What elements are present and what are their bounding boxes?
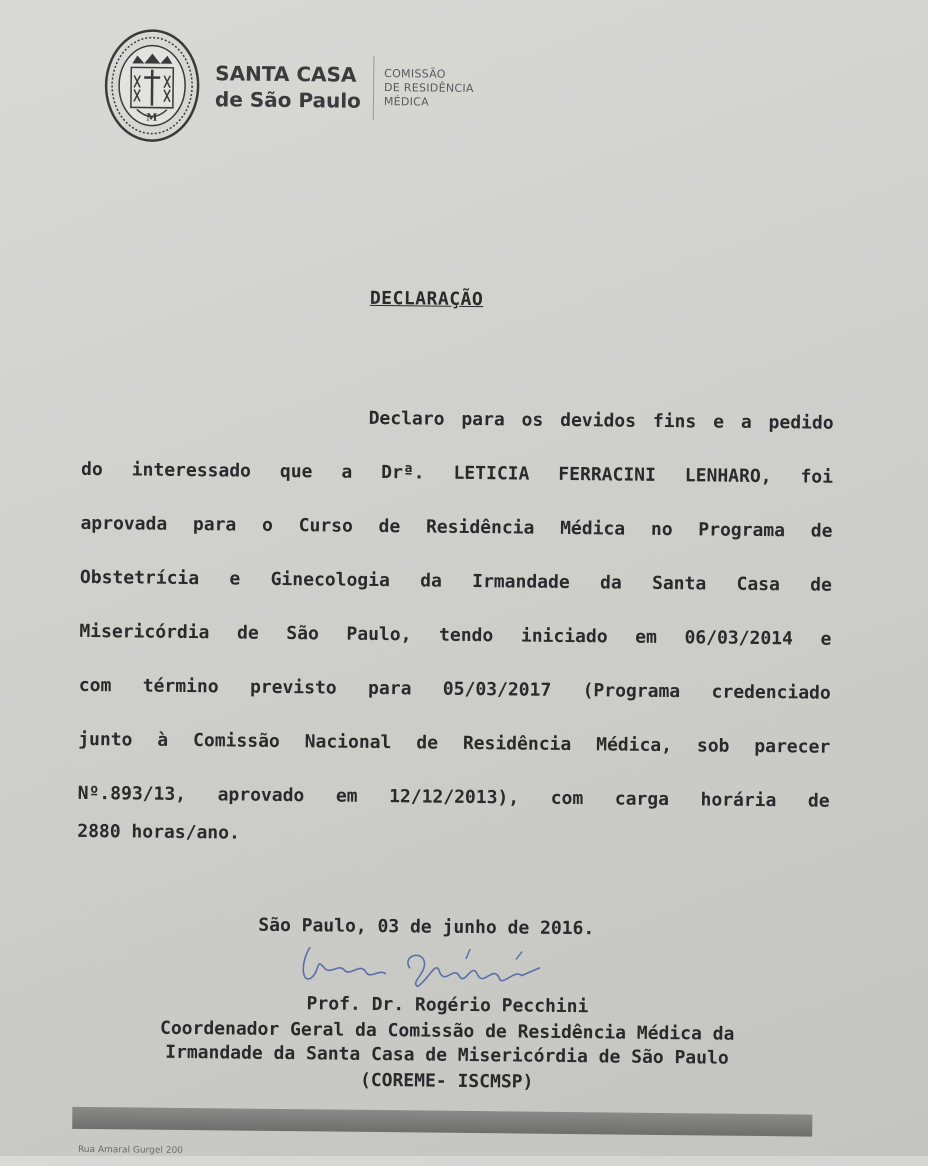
brand-line-1: SANTA CASA [215, 60, 361, 88]
brand-line-2: de São Paulo [215, 86, 361, 114]
commission-label [384, 67, 474, 110]
body-line-4: Obstetrícia e Ginecologia da Irmandade da Santa Casa de [80, 567, 832, 596]
document-title: DECLARAÇÃO [370, 288, 484, 310]
footer-bar [72, 1107, 812, 1137]
commission-line-1: COMISSÃO [384, 67, 474, 82]
santa-casa-seal-icon [103, 27, 202, 144]
document-date: São Paulo, 03 de junho de 2016. [258, 915, 594, 940]
body-line-3: aprovada para o Curso de Residência Médica no Programa de [80, 513, 832, 542]
logo-divider [373, 56, 375, 120]
body-line-6: com término previsto para 05/03/2017 (Programa credenciado [79, 675, 831, 704]
body-line-9: 2880 horas/ano. [77, 821, 829, 850]
institution-logo [103, 27, 475, 147]
brand-name [215, 60, 361, 114]
signatory-role-line-3: (COREME- ISCMSP) [0, 1066, 911, 1097]
commission-line-2: DE RESIDÊNCIA [384, 81, 474, 96]
signatory-name: Prof. Dr. Rogério Pecchini [0, 990, 912, 1021]
signatory-role-line-2: Irmandade da Santa Casa de Misericórdia de São Paulo [0, 1040, 911, 1071]
handwritten-signature [290, 937, 561, 1000]
seal-letter: M [146, 113, 157, 124]
body-line-5: Misericórdia de São Paulo, tendo iniciado em 06/03/2014 e [79, 621, 831, 650]
body-line-1: Declaro para os devidos fins e a pedido [369, 408, 834, 434]
body-line-2: do interessado que a Drª. LETICIA FERRACINI LENHARO, foi [81, 459, 833, 488]
commission-line-3: MÉDICA [384, 95, 474, 110]
footer-address: Rua Amaral Gurgel 200 [78, 1145, 183, 1156]
body-line-8: Nº.893/13, aprovado em 12/12/2013), com carga horária de [78, 783, 830, 812]
body-line-7: junto à Comissão Nacional de Residência Médica, sob parecer [78, 729, 830, 758]
signatory-role-line-1: Coordenador Geral da Comissão de Residência Médica da [0, 1016, 911, 1047]
